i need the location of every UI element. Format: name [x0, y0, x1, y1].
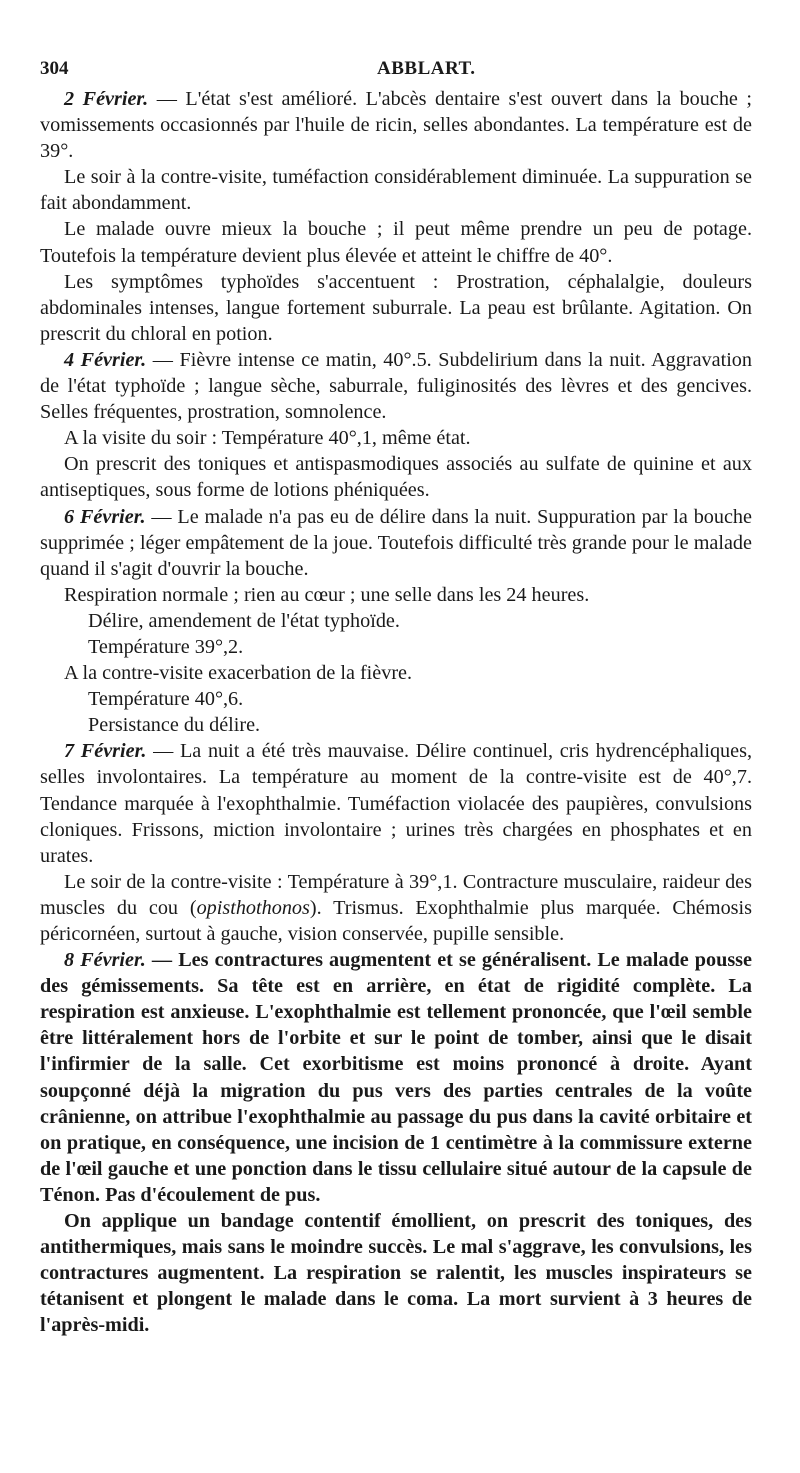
running-head: ABBLART. [377, 58, 476, 79]
italic-term: opisthothonos [196, 896, 310, 919]
entry-date: 8 Février. [64, 949, 146, 972]
entry-date: 7 Février. [64, 740, 147, 763]
paragraph: A la visite du soir : Température 40°,1, même état. [64, 427, 471, 450]
paragraph: Délire, amendement de l'état typhoïde. [88, 609, 400, 632]
entry-date: 4 Février. [64, 348, 147, 371]
paragraph: On applique un bandage contentif émollient, on prescrit des toniques, des antithermiques, mais sans le moindre succès. Le mal s'aggrave, les convulsions, les contractures augmentent. La respiration se ralentit, les muscles inspirateurs se tétanisent et plongent le malade dans le coma. La mort survient à 3 heures de l'après-midi. [40, 1210, 752, 1337]
paragraph: On prescrit des toniques et antispasmodiques associés au sulfate de quinine et aux antiseptiques, sous forme de lotions phéniquées. [40, 453, 752, 502]
page-number: 304 [40, 58, 69, 79]
paragraph-4-fevrier: 4 Février. — Fièvre intense ce matin, 40°.5. Subdelirium dans la nuit. Aggravation de l'état typhoïde ; langue sèche, saburrale, fuliginosités des lèvres et des gencives. Selles fréquentes, prostration, somnolence. [40, 348, 752, 424]
paragraph-8-fevrier: 8 Février. — Les contractures augmentent et se généralisent. Le malade pousse des gémissements. Sa tête est en arrière, en état de rigidité complète. La respiration est anxieuse. L'exophthalmie est tellement prononcée, que l'œil semble être littéralement hors de l'orbite et sur le point de tomber, ainsi que le disait l'infirmier de la salle. Cet exorbitisme est moins prononcé à droite. Ayant soupçonné déjà la migration du pus vers des parties centrales de la voûte crânienne, on attribue l'exophthalmie au passage du pus dans la cavité orbitaire et on pratique, en conséquence, une incision de 1 centimètre à la commissure externe de l'œil gauche et une ponction dans le tissu cellulaire situé autour de la capsule de Ténon. Pas d'écoulement de pus. [40, 949, 752, 1206]
paragraph: Le soir à la contre-visite, tuméfaction considérablement diminuée. La suppuration se fait abondamment. [40, 166, 752, 215]
entry-date: 6 Février. [64, 505, 146, 528]
paragraph: Le soir de la contre-visite : Température à 39°,1. Contracture musculaire, raideur des muscles du cou (opisthothonos). Trismus. Exophthalmie plus marquée. Chémosis péricornéen, surtout à gauche, vision conservée, pupille sensible. [40, 870, 752, 945]
paragraph-7-fevrier: 7 Février. — La nuit a été très mauvaise. Délire continuel, cris hydrencéphaliques, selles involontaires. La température au moment de la contre-visite est de 40°,7. Tendance marquée à l'exophthalmie. Tuméfaction violacée des paupières, convulsions cloniques. Frissons, miction involontaire ; urines très chargées en phosphates et en urates. [40, 740, 752, 867]
paragraph: A la contre-visite exacerbation de la fièvre. [64, 662, 413, 685]
paragraph: Le malade ouvre mieux la bouche ; il peut même prendre un peu de potage. Toutefois la température devient plus élevée et atteint le chiffre de 40°. [40, 218, 752, 267]
paragraph-2-fevrier: 2 Février. — L'état s'est amélioré. L'abcès dentaire s'est ouvert dans la bouche ; vomissements occasionnés par l'huile de ricin, selles abondantes. La température est de 39°. [40, 88, 753, 163]
paragraph: Température 40°,6. [88, 688, 244, 711]
paragraph: Persistance du délire. [88, 714, 261, 737]
paragraph: Température 39°,2. [88, 635, 244, 658]
page-header [40, 52, 752, 86]
paragraph-6-fevrier: 6 Février. — Le malade n'a pas eu de délire dans la nuit. Suppuration par la bouche supprimée ; léger empâtement de la joue. Toutefois difficulté très grande pour le malade quand il s'agit d'ouvrir la bouche. [40, 505, 752, 580]
paragraph: Respiration normale ; rien au cœur ; une selle dans les 24 heures. [64, 583, 590, 606]
paragraph: Les symptômes typhoïdes s'accentuent : Prostration, céphalalgie, douleurs abdominales intenses, langue fortement suburrale. La peau est brûlante. Agitation. On prescrit du chloral en potion. [40, 270, 752, 345]
entry-date: 2 Février. [64, 88, 149, 110]
body-text [40, 86, 752, 1339]
